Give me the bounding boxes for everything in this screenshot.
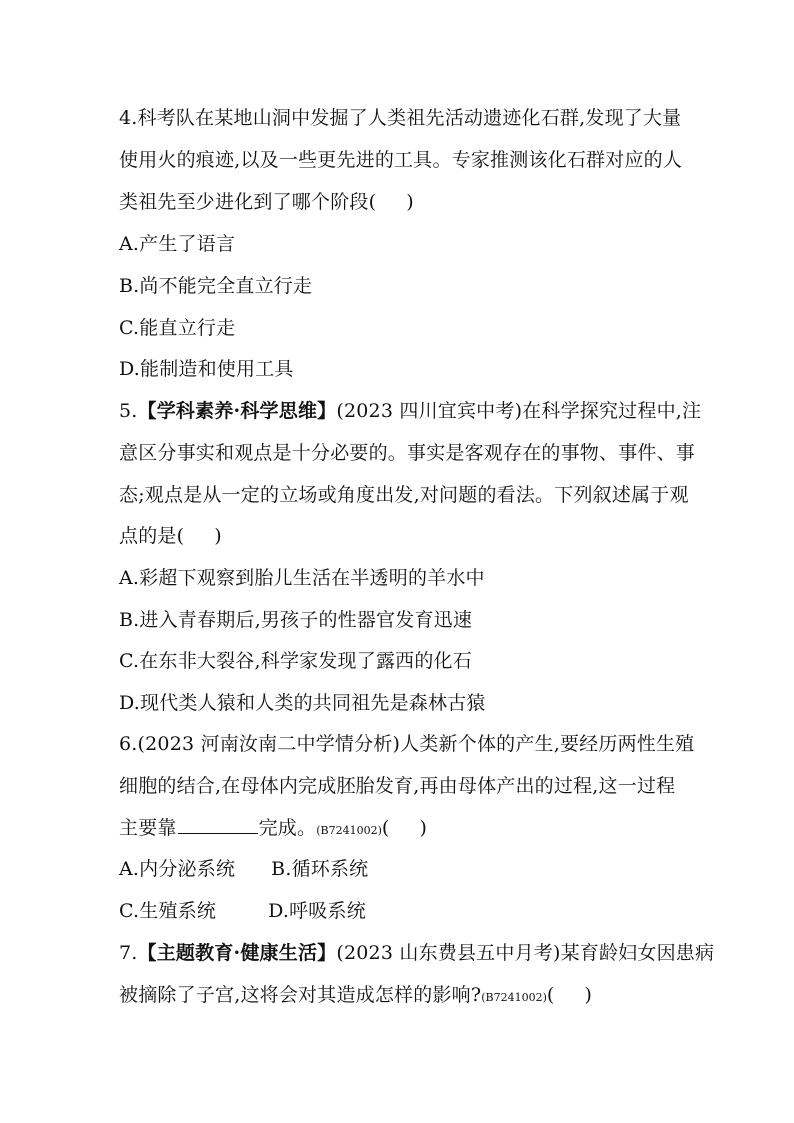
q6-line-3-post: 完成。 [258, 817, 317, 839]
q4-line-3 [119, 190, 414, 214]
q6-line-3 [119, 816, 427, 843]
q5-line-3: 态;观点是从一定的立场或角度出发,对问题的看法。下列叙述属于观 [119, 484, 689, 506]
q6-option-c: C.生殖系统 [119, 900, 217, 922]
q5-option-b: B.进入青春期后,男孩子的性器官发育迅速 [119, 609, 473, 631]
q5-option-a: A.彩超下观察到胎儿生活在半透明的羊水中 [119, 567, 485, 589]
q7-line-1 [119, 941, 714, 965]
q5-line-1-rest: (2023 四川宜宾中考)在科学探究过程中,注 [336, 400, 702, 422]
q6-answer-paren-open: ( [381, 817, 390, 839]
q4-option-a: A.产生了语言 [119, 233, 236, 255]
q7-line-2 [119, 983, 592, 1010]
q5-line-2: 意区分事实和观点是十分必要的。事实是客观存在的事物、事件、事 [119, 442, 696, 464]
q5-line-4 [119, 524, 222, 548]
q5-answer-paren-close: ) [214, 525, 222, 547]
q4-option-d: D.能制造和使用工具 [119, 358, 294, 380]
q5-line-1 [119, 399, 701, 423]
q7-question-code: (B7241002) [481, 991, 547, 1004]
q5-line-4-text: 点的是( [119, 525, 185, 547]
q4-line-2: 使用火的痕迹,以及一些更先进的工具。专家推测该化石群对应的人 [119, 149, 683, 171]
q6-question-code: (B7241002) [316, 824, 382, 837]
q4-option-b: B.尚不能完全直立行走 [119, 275, 313, 297]
q4-line-1: 4.科考队在某地山洞中发掘了人类祖先活动遗迹化石群,发现了大量 [119, 107, 682, 129]
q6-option-a: A.内分泌系统 [119, 858, 236, 880]
q7-line-1-rest: (2023 山东费县五中月考)某育龄妇女因患病 [336, 942, 715, 964]
q6-option-b: B.循环系统 [271, 858, 369, 880]
q6-option-d: D.呼吸系统 [268, 900, 366, 922]
q7-line-2-text: 被摘除了子宫,这将会对其造成怎样的影响? [119, 984, 482, 1006]
q6-line-1: 6.(2023 河南汝南二中学情分析)人类新个体的产生,要经历两性生殖 [119, 733, 695, 755]
q5-option-d: D.现代类人猿和人类的共同祖先是森林古猿 [119, 692, 486, 714]
q4-line-3-text: 类祖先至少进化到了哪个阶段( [119, 191, 377, 213]
q5-number: 5. [119, 400, 138, 422]
q7-number: 7. [119, 942, 138, 964]
q4-answer-paren-close: ) [406, 191, 414, 213]
q6-fill-blank [178, 817, 258, 834]
q6-answer-paren-close: ) [419, 817, 428, 839]
q7-answer-paren-close: ) [584, 984, 593, 1006]
q4-option-c: C.能直立行走 [119, 317, 236, 339]
q5-tag: 【学科素养·科学思维】 [137, 400, 337, 422]
q5-option-c: C.在东非大裂谷,科学家发现了露西的化石 [119, 650, 472, 672]
q7-answer-paren-open: ( [546, 984, 555, 1006]
q6-options-row-2 [119, 899, 366, 923]
q6-options-row-1 [119, 857, 368, 881]
q6-line-3-pre: 主要靠 [119, 817, 177, 839]
q7-tag: 【主题教育·健康生活】 [137, 942, 337, 964]
q6-line-2: 细胞的结合,在母体内完成胚胎发育,再由母体产出的过程,这一过程 [119, 775, 676, 797]
